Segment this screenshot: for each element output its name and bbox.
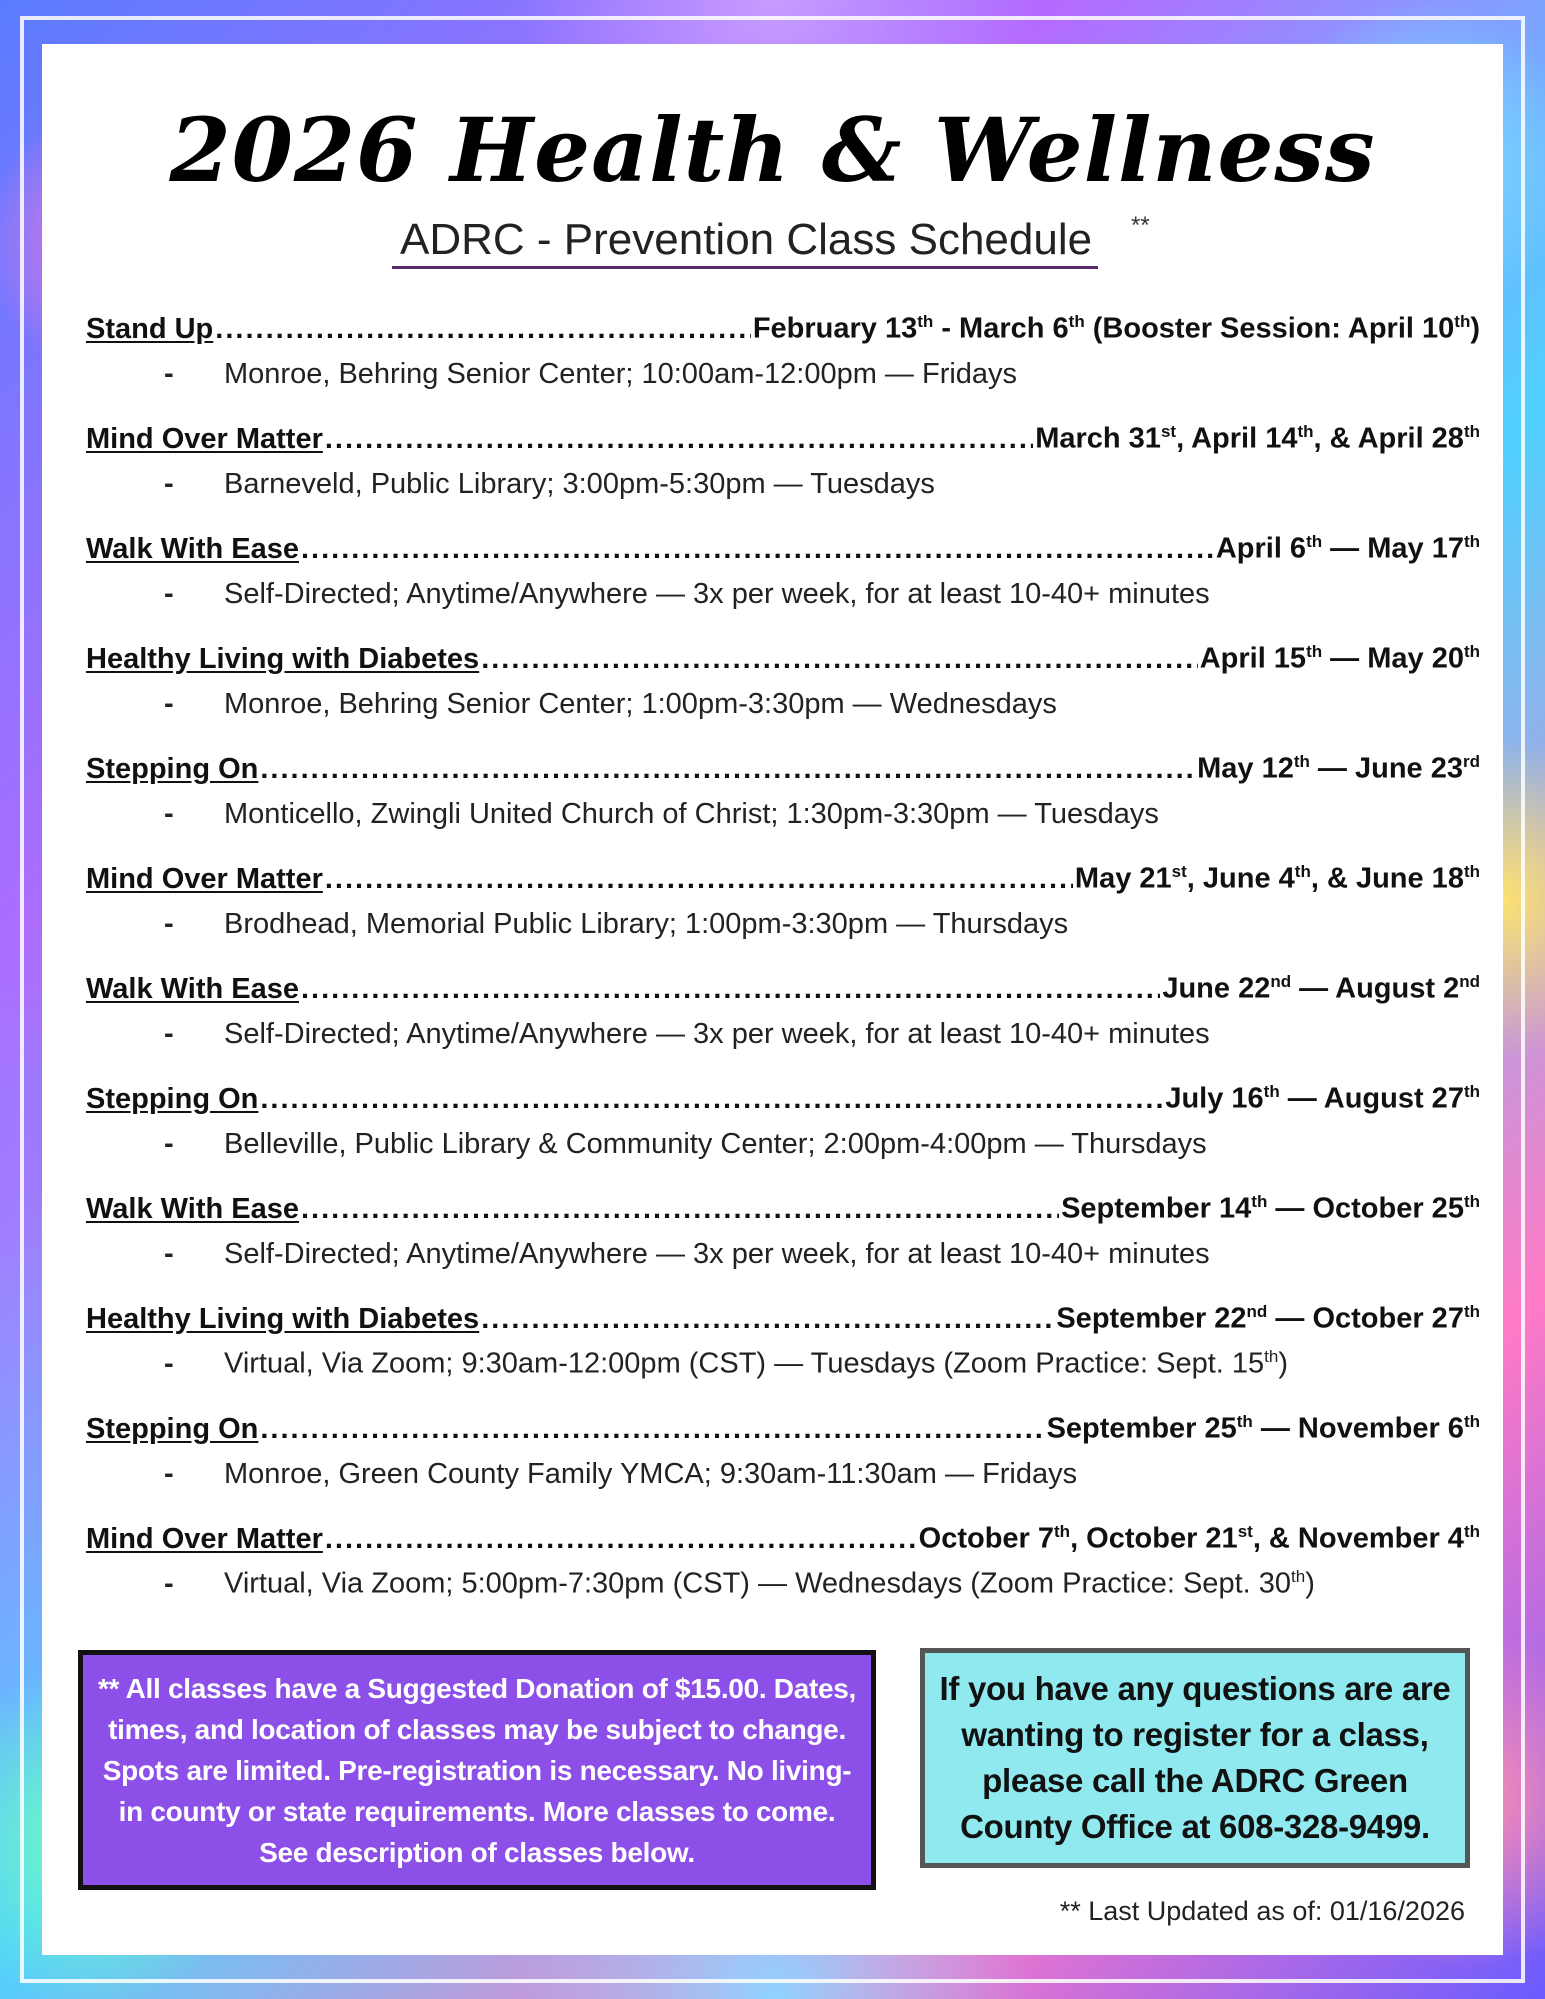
class-location-time: [224, 468, 935, 501]
date-text: , & November 4: [1252, 1522, 1464, 1555]
ordinal-suffix: th: [1293, 752, 1310, 771]
schedule-entry: [86, 862, 1480, 972]
class-dates: [919, 1522, 1480, 1556]
date-text: — June 23: [1309, 752, 1463, 785]
ordinal-suffix: rd: [1463, 752, 1480, 771]
ordinal-suffix: th: [1297, 422, 1314, 441]
dash-bullet: -: [164, 1127, 174, 1160]
ordinal-suffix: th: [1251, 1192, 1268, 1211]
date-text: , October 21: [1070, 1522, 1238, 1555]
ordinal-suffix: th: [1463, 1192, 1480, 1211]
class-name: Healthy Living with Diabetes: [86, 1302, 480, 1335]
ordinal-suffix: th: [1054, 1522, 1071, 1541]
date-text: (Booster Session: April 10: [1084, 312, 1455, 345]
last-updated: ** Last Updated as of: 01/16/2026: [1059, 1896, 1465, 1926]
class-name: Stepping On: [86, 752, 259, 785]
class-dates: [1200, 642, 1480, 676]
schedule-entry: [86, 752, 1480, 862]
entry-detail: [86, 464, 1480, 504]
class-name: Healthy Living with Diabetes: [86, 642, 480, 675]
donation-note-text: ** All classes have a Suggested Donation of $15.00. Dates, times, and location of classes may be subject to change. Spots are limited. Pre-registration is necessary. No living-in county or state requirements. More classes to come. See description of classes below.: [97, 1672, 857, 1868]
dash-bullet: -: [164, 357, 174, 390]
date-text: — November 6: [1252, 1412, 1464, 1445]
entry-heading: [86, 1082, 1480, 1124]
donation-note-box: [78, 1650, 876, 1890]
class-location-time: [224, 1347, 1288, 1381]
class-location-time: [224, 798, 1159, 831]
date-text: — May 20: [1322, 642, 1464, 675]
detail-part: Brodhead, Memorial Public Library; 1:00pm-3:30pm — Thursdays: [224, 907, 1069, 940]
schedule-entry: [86, 532, 1480, 642]
ordinal-suffix: st: [1160, 422, 1177, 441]
ordinal-suffix: th: [1454, 312, 1471, 331]
page-subtitle: ADRC - Prevention Class Schedule: [392, 216, 1098, 269]
entry-heading: [86, 422, 1480, 464]
dash-bullet: -: [164, 1347, 174, 1380]
entry-detail: [86, 354, 1480, 394]
date-text: May 21: [1074, 862, 1172, 895]
dash-bullet: -: [164, 1237, 174, 1270]
dot-leader: [481, 1303, 1054, 1336]
detail-part: ): [1278, 1347, 1288, 1380]
date-text: — August 2: [1291, 972, 1460, 1005]
entry-detail: [86, 1014, 1480, 1054]
dot-leader: [325, 423, 1033, 456]
class-dates: [1197, 752, 1480, 786]
detail-part: Monticello, Zwingli United Church of Christ; 1:30pm-3:30pm — Tuesdays: [224, 797, 1159, 830]
date-text: June 22: [1162, 972, 1271, 1005]
date-text: , & June 18: [1310, 862, 1464, 895]
class-dates: [1056, 1302, 1480, 1336]
date-text: ): [1470, 312, 1480, 345]
dash-bullet: -: [164, 467, 174, 500]
class-dates: [1162, 972, 1480, 1006]
entry-heading: [86, 312, 1480, 354]
ordinal-suffix: th: [1263, 1082, 1280, 1101]
date-text: — October 25: [1267, 1192, 1464, 1225]
contact-box: [920, 1648, 1470, 1868]
detail-part: Self-Directed; Anytime/Anywhere — 3x per week, for at least 10-40+ minutes: [224, 577, 1210, 610]
date-text: February 13: [752, 312, 918, 345]
date-text: March 31: [1035, 422, 1161, 455]
ordinal-suffix: th: [1463, 642, 1480, 661]
flyer-sheet: [42, 44, 1503, 1955]
class-name: Stepping On: [86, 1412, 259, 1445]
class-name: Mind Over Matter: [86, 1522, 323, 1555]
date-text: - March 6: [933, 312, 1069, 345]
class-name: Stand Up: [86, 312, 214, 345]
class-dates: [1075, 862, 1480, 896]
entry-detail: [86, 684, 1480, 724]
class-name: Walk With Ease: [86, 972, 299, 1005]
page-title: 2026 Health & Wellness: [169, 98, 1376, 202]
ordinal-suffix: st: [1237, 1522, 1253, 1541]
detail-part: Self-Directed; Anytime/Anywhere — 3x per week, for at least 10-40+ minutes: [224, 1017, 1210, 1050]
entry-heading: [86, 642, 1480, 684]
ordinal-suffix: th: [1463, 1302, 1480, 1321]
class-schedule: [86, 312, 1480, 1632]
entry-heading: [86, 972, 1480, 1014]
dot-leader: [325, 1523, 917, 1556]
ordinal-suffix: th: [1306, 642, 1323, 661]
dot-leader: [260, 1083, 1163, 1116]
date-text: October 7: [918, 1522, 1055, 1555]
schedule-entry: [86, 422, 1480, 532]
entry-heading: [86, 1522, 1480, 1564]
date-text: , June 4: [1186, 862, 1295, 895]
dash-bullet: -: [164, 797, 174, 830]
schedule-entry: [86, 1302, 1480, 1412]
ordinal-suffix: th: [1463, 862, 1480, 881]
ordinal-suffix: th: [1306, 532, 1323, 551]
ordinal-suffix: st: [1171, 862, 1187, 881]
class-name: Mind Over Matter: [86, 422, 323, 455]
schedule-entry: [86, 972, 1480, 1082]
class-dates: [1035, 422, 1480, 456]
class-location-time: [224, 1128, 1207, 1161]
ordinal-suffix: th: [1463, 1522, 1480, 1541]
entry-detail: [86, 1454, 1480, 1494]
dot-leader: [301, 1193, 1059, 1226]
dot-leader: [481, 643, 1198, 676]
date-text: September 22: [1056, 1302, 1247, 1335]
date-text: April 15: [1199, 642, 1307, 675]
entry-detail: [86, 794, 1480, 834]
dash-bullet: -: [164, 1567, 174, 1600]
date-text: , & April 28: [1313, 422, 1464, 455]
entry-detail: [86, 574, 1480, 614]
entry-detail: [86, 1564, 1480, 1604]
entry-detail: [86, 1234, 1480, 1274]
class-dates: [1047, 1412, 1480, 1446]
class-location-time: [224, 1018, 1210, 1051]
date-text: May 12: [1197, 752, 1294, 785]
ordinal-suffix: th: [1264, 1347, 1279, 1367]
schedule-entry: [86, 1082, 1480, 1192]
detail-part: Monroe, Behring Senior Center; 10:00am-12:00pm — Fridays: [224, 357, 1018, 390]
detail-part: Virtual, Via Zoom; 9:30am-12:00pm (CST) — Tuesdays (Zoom Practice: Sept. 15: [224, 1347, 1265, 1380]
class-location-time: [224, 1567, 1315, 1601]
dot-leader: [325, 863, 1073, 896]
subtitle-footnote-mark: **: [1131, 212, 1150, 239]
class-location-time: [224, 578, 1210, 611]
entry-heading: [86, 1192, 1480, 1234]
dash-bullet: -: [164, 687, 174, 720]
detail-part: Self-Directed; Anytime/Anywhere — 3x per week, for at least 10-40+ minutes: [224, 1237, 1210, 1270]
class-name: Walk With Ease: [86, 1192, 299, 1225]
detail-part: Belleville, Public Library & Community Center; 2:00pm-4:00pm — Thursdays: [224, 1127, 1207, 1160]
class-dates: [1061, 1192, 1480, 1226]
class-location-time: [224, 1238, 1210, 1271]
detail-part: Barneveld, Public Library; 3:00pm-5:30pm — Tuesdays: [224, 467, 935, 500]
class-name: Mind Over Matter: [86, 862, 323, 895]
schedule-entry: [86, 1522, 1480, 1632]
date-text: April 6: [1215, 532, 1307, 565]
date-text: — May 17: [1322, 532, 1464, 565]
schedule-entry: [86, 1412, 1480, 1522]
ordinal-suffix: th: [1463, 1412, 1480, 1431]
ordinal-suffix: th: [1463, 1082, 1480, 1101]
class-location-time: [224, 358, 1017, 391]
entry-detail: [86, 904, 1480, 944]
detail-part: Monroe, Behring Senior Center; 1:00pm-3:30pm — Wednesdays: [224, 687, 1057, 720]
ordinal-suffix: nd: [1270, 972, 1292, 991]
class-location-time: [224, 688, 1057, 721]
detail-part: Monroe, Green County Family YMCA; 9:30am-11:30am — Fridays: [224, 1457, 1078, 1490]
date-text: , April 14: [1176, 422, 1298, 455]
date-text: September 14: [1061, 1192, 1252, 1225]
date-text: — August 27: [1279, 1082, 1464, 1115]
class-dates: [753, 312, 1480, 346]
dash-bullet: -: [164, 577, 174, 610]
entry-heading: [86, 532, 1480, 574]
class-location-time: [224, 908, 1068, 941]
schedule-entry: [86, 642, 1480, 752]
dot-leader: [301, 533, 1214, 566]
ordinal-suffix: nd: [1246, 1302, 1268, 1321]
entry-heading: [86, 862, 1480, 904]
dash-bullet: -: [164, 1017, 174, 1050]
class-dates: [1216, 532, 1480, 566]
ordinal-suffix: th: [1463, 422, 1480, 441]
dash-bullet: -: [164, 907, 174, 940]
contact-text: If you have any questions are are wanting to register for a class, please call the ADRC Green County Office at 608-328-9499.: [939, 1670, 1451, 1845]
entry-detail: [86, 1344, 1480, 1384]
ordinal-suffix: th: [1463, 532, 1480, 551]
ordinal-suffix: th: [1291, 1567, 1306, 1587]
dot-leader: [215, 313, 751, 346]
dot-leader: [301, 973, 1160, 1006]
date-text: September 25: [1046, 1412, 1237, 1445]
schedule-entry: [86, 1192, 1480, 1302]
dash-bullet: -: [164, 1457, 174, 1490]
dot-leader: [260, 1413, 1044, 1446]
entry-detail: [86, 1124, 1480, 1164]
class-location-time: [224, 1458, 1077, 1491]
ordinal-suffix: nd: [1459, 972, 1480, 991]
class-name: Walk With Ease: [86, 532, 299, 565]
ordinal-suffix: th: [1236, 1412, 1253, 1431]
ordinal-suffix: th: [1294, 862, 1311, 881]
date-text: — October 27: [1267, 1302, 1464, 1335]
detail-part: ): [1305, 1567, 1315, 1600]
ordinal-suffix: th: [1068, 312, 1085, 331]
detail-part: Virtual, Via Zoom; 5:00pm-7:30pm (CST) — Wednesdays (Zoom Practice: Sept. 30: [224, 1567, 1291, 1600]
entry-heading: [86, 752, 1480, 794]
date-text: July 16: [1165, 1082, 1264, 1115]
dot-leader: [260, 753, 1195, 786]
class-name: Stepping On: [86, 1082, 259, 1115]
ordinal-suffix: th: [917, 312, 934, 331]
schedule-entry: [86, 312, 1480, 422]
entry-heading: [86, 1412, 1480, 1454]
class-dates: [1165, 1082, 1480, 1116]
entry-heading: [86, 1302, 1480, 1344]
